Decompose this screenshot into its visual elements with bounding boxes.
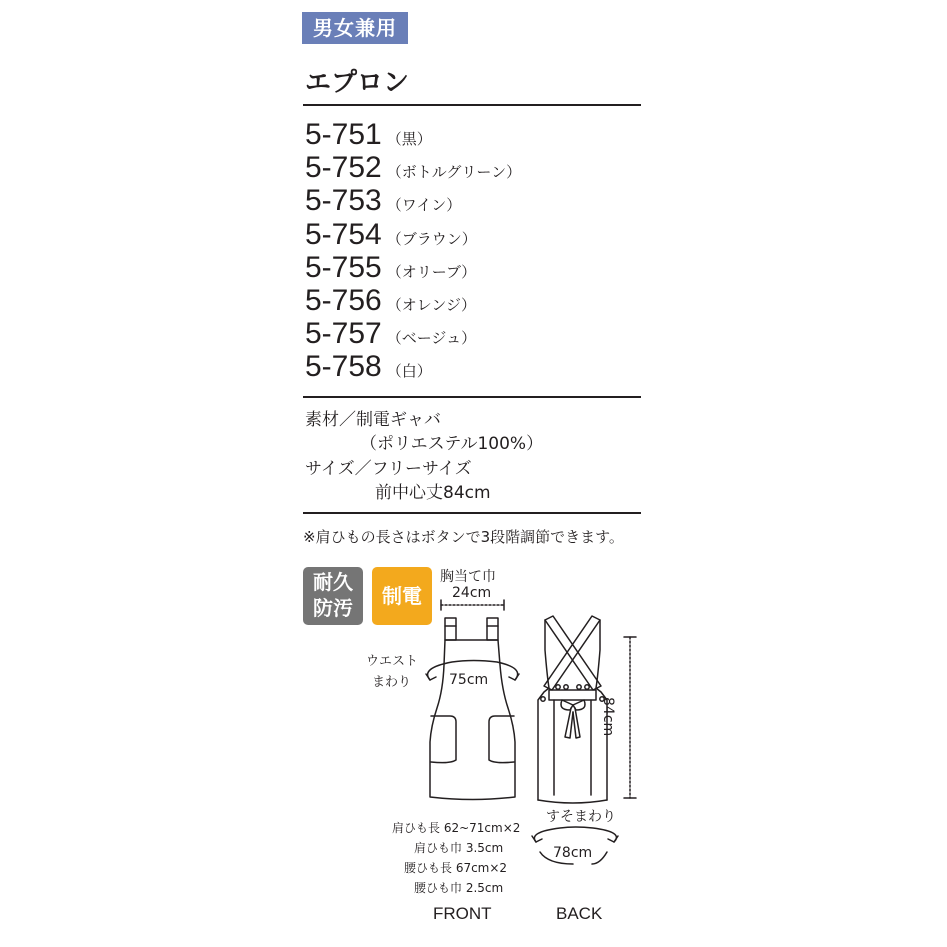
product-code: 5-753 bbox=[305, 184, 382, 218]
strap-width: 肩ひも巾 3.5cm bbox=[414, 841, 504, 855]
front-apron-illustration bbox=[426, 600, 519, 800]
bib-width-value: 24cm bbox=[452, 585, 492, 601]
durable-label: 耐久 bbox=[313, 570, 353, 594]
product-code: 5-751 bbox=[305, 118, 382, 151]
material-spec: 素材／制電ギャバ bbox=[305, 410, 441, 430]
product-code: 5-756 bbox=[305, 283, 382, 317]
product-code: 5-757 bbox=[305, 317, 382, 351]
waist-value: 75cm bbox=[449, 672, 489, 688]
size-detail: 前中心丈84cm bbox=[375, 483, 491, 503]
product-code: 5-755 bbox=[305, 250, 382, 284]
product-color: （ワイン） bbox=[386, 196, 462, 215]
product-color: （オリーブ） bbox=[386, 262, 477, 281]
product-title: エプロン bbox=[305, 68, 410, 98]
antistatic-badge: 制電 bbox=[372, 567, 432, 625]
waist-label-2: まわり bbox=[372, 675, 412, 690]
product-code: 5-754 bbox=[305, 217, 382, 251]
waist-tie-length: 腰ひも長 67cm×2 bbox=[404, 861, 508, 875]
hem-value: 78cm bbox=[553, 845, 593, 861]
hem-label: すそまわり bbox=[546, 809, 616, 825]
front-label: FRONT bbox=[433, 904, 492, 923]
product-code: 5-752 bbox=[305, 151, 382, 185]
gender-badge: 男女兼用 bbox=[302, 12, 408, 44]
material-detail: （ポリエステル100%） bbox=[360, 434, 544, 454]
product-color: （ブラウン） bbox=[386, 229, 477, 248]
product-color: （ベージュ） bbox=[386, 329, 477, 348]
waist-label: ウエスト bbox=[366, 654, 419, 669]
size-spec: サイズ／フリーサイズ bbox=[305, 459, 472, 479]
strap-note: ※肩ひもの長さはボタンで3段階調節できます。 bbox=[303, 528, 624, 546]
back-apron-illustration bbox=[532, 616, 636, 864]
stainproof-label: 防汚 bbox=[313, 596, 353, 620]
product-code: 5-758 bbox=[305, 350, 382, 384]
product-color: （白） bbox=[386, 362, 432, 381]
product-color: （ボトルグリーン） bbox=[386, 163, 522, 182]
strap-length: 肩ひも長 62~71cm×2 bbox=[392, 821, 521, 835]
back-label: BACK bbox=[556, 904, 603, 923]
product-color: （黒） bbox=[386, 130, 432, 148]
length-value: 84cm bbox=[600, 697, 616, 737]
product-color: （オレンジ） bbox=[386, 295, 476, 314]
waist-tie-width: 腰ひも巾 2.5cm bbox=[414, 881, 504, 895]
bib-width-label: 胸当て巾 bbox=[440, 569, 496, 585]
